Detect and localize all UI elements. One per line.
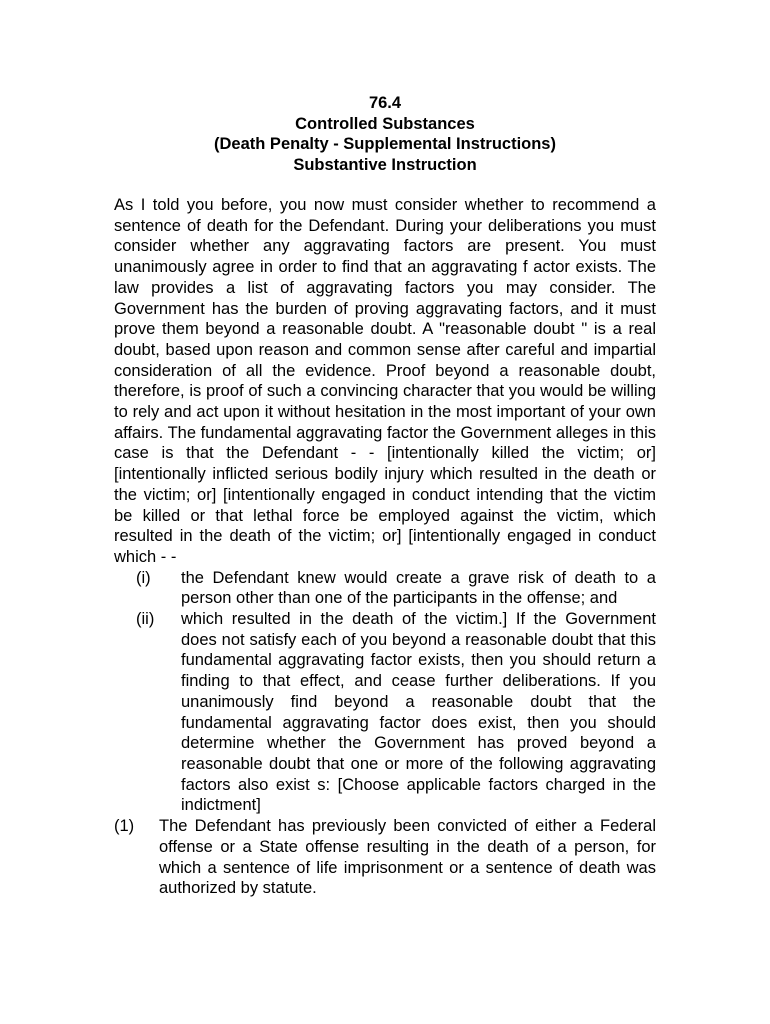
- numbered-marker: (1): [114, 817, 135, 836]
- list-item-text: the Defendant knew would create a grave risk of death to a person other than one of the participants in the offense; and: [181, 568, 656, 608]
- section-number: 76.4: [368, 94, 402, 112]
- list-item-text: which resulted in the death of the victim.] If the Government does not satisfy each of you beyond a reasonable doubt that this fundamental aggravating factor exists, then you should return a finding to that effect, and cease further deliberations. If you unanimously find beyond a reasonable doubt that the fundamental aggravating factor does exist, then you should determine whether the Government has proved beyond a reasonable doubt that one or more of the following aggravating factors also exist s: [Choose applicable factors charged in the indictment]: [181, 610, 656, 815]
- section-kind: Substantive Instruction: [293, 155, 477, 174]
- intro-paragraph: As I told you before, you now must consider whether to recommend a sentence of death for the Defendant. During your deliberations you must consider whether any aggravating factors are present. You must unanimously agree in order to find that an aggravating f actor exists. The law provides a list of aggravating factors you may consider. The Government has the burden of proving aggravating factors, and it must prove them beyond a reasonable doubt. A "reasonable doubt " is a real doubt, based upon reason and common sense after careful and impartial consideration of all the evidence. Proof beyond a reasonable doubt, therefore, is proof of such a convincing character that you would be willing to rely and act upon it without hesitation in the most important of your own affairs. The fundamental aggravating factor the Government alleges in this case is that the Defendant - - [intentionally killed the victim; or] [intentionally inflicted serious bodily injury which resulted in the death or the victim; or] [intentionally engaged in conduct intending that the victim be killed or that lethal force be employed against the victim, which resulted in the death of the victim; or] [intentionally engaged in conduct which - -: [114, 196, 656, 566]
- list-item: [114, 609, 656, 816]
- numbered-item: [114, 816, 656, 899]
- numbered-item-text: The Defendant has previously been convicted of either a Federal offense or a State offense resulting in the death of a person, for which a sentence of life imprisonment or a sentence of death was authorized by statute.: [159, 817, 656, 898]
- section-subject: Controlled Substances: [295, 114, 475, 133]
- list-marker: (ii): [136, 610, 155, 629]
- list-item: [114, 568, 656, 609]
- section-subtitle: (Death Penalty - Supplemental Instructions): [214, 135, 556, 153]
- title-block: [114, 93, 656, 175]
- list-marker: (i): [136, 568, 151, 587]
- document-page: [114, 93, 656, 899]
